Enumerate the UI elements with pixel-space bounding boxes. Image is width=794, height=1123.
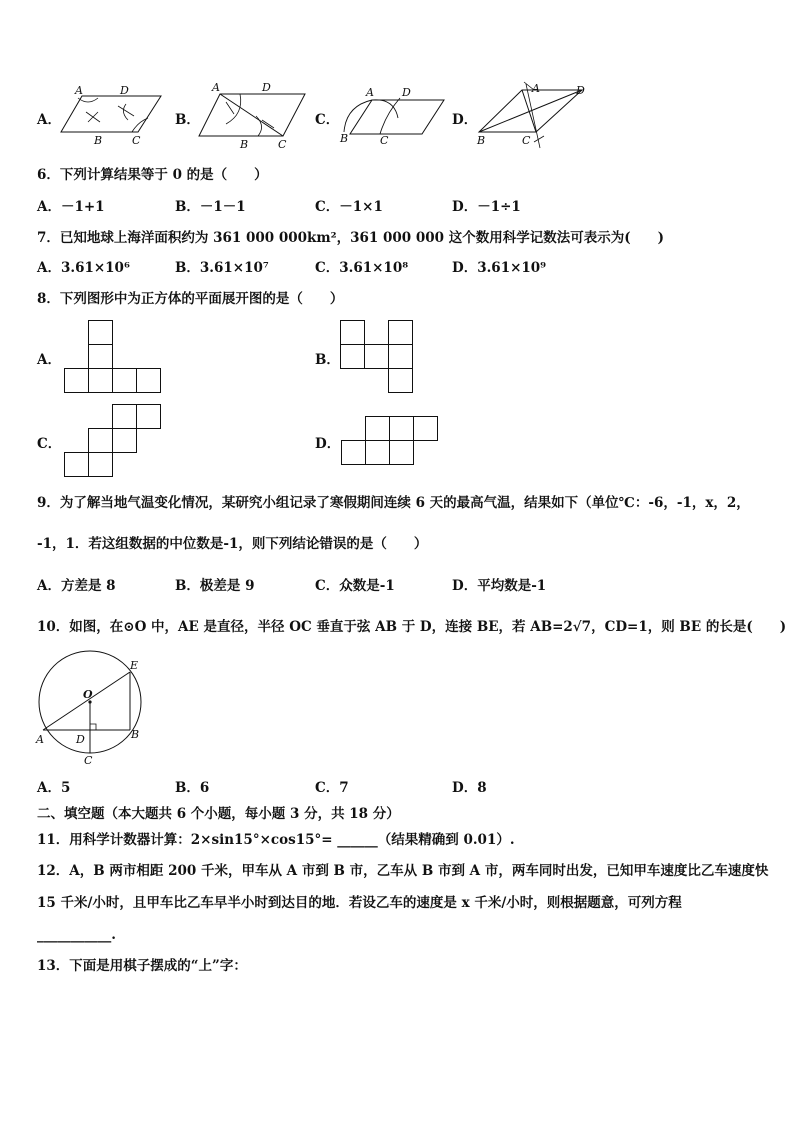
q5b-letter-d: D	[262, 81, 271, 94]
q8-option-d-label: D．	[315, 436, 341, 452]
q6-option-c: C．－1×1	[315, 199, 383, 215]
q8-option-b-label: B．	[315, 352, 340, 368]
q8-net-b	[340, 320, 416, 395]
q10-letter-a: A	[36, 733, 44, 746]
q5-option-b-label: B．	[175, 112, 200, 128]
q5-figure-d	[474, 80, 592, 150]
q5d-letter-b: B	[477, 134, 486, 147]
q9-option-a: A．方差是 8	[37, 578, 116, 594]
q8-option-a-label: A．	[37, 352, 61, 368]
q5-option-c-label: C．	[315, 112, 340, 128]
q12-answer-blank: ___________.	[37, 927, 116, 943]
q5a-letter-a: A	[75, 84, 83, 97]
q10-option-d: D．8	[452, 780, 487, 796]
q13-stem: 13．下面是用棋子摆成的“上”字：	[37, 958, 247, 974]
q10-letter-e: E	[130, 659, 139, 672]
q9-option-b: B．极差是 9	[175, 578, 255, 594]
q6-option-d: D．－1÷1	[452, 199, 521, 215]
q6-stem: 6．下列计算结果等于 0 的是（ ）	[37, 167, 268, 183]
q5-figure-b	[196, 78, 311, 150]
q9-option-c: C．众数是-1	[315, 578, 395, 594]
q11-stem: 11．用科学计数器计算：2×sin15°×cos15°= ______（结果精确到 0.01）.	[37, 832, 515, 848]
q6-option-b: B．－1－1	[175, 199, 246, 215]
q8-net-d	[341, 416, 441, 468]
q7-option-c: C．3.61×10⁸	[315, 260, 409, 276]
q8-net-a	[64, 320, 164, 395]
q5b-letter-c: C	[278, 138, 287, 151]
q10-option-b: B．6	[175, 780, 210, 796]
q9-stem-line2: -1，1．若这组数据的中位数是-1，则下列结论错误的是（ ）	[37, 536, 428, 552]
q10-stem: 10．如图，在⊙O 中，AE 是直径，半径 OC 垂直于弦 AB 于 D，连接 BE，若 AB=2√7，CD=1，则 BE 的长是( )	[37, 619, 787, 635]
q7-stem: 7．已知地球上海洋面积约为 361 000 000km²，361 000 000 这个数用科学记数法可表示为( )	[37, 230, 664, 246]
q5-option-a-label: A．	[37, 112, 61, 128]
q8-option-c-label: C．	[37, 436, 62, 452]
q5d-letter-d: D	[576, 84, 585, 97]
q5a-letter-b: B	[94, 134, 103, 147]
q5d-letter-a: A	[532, 82, 540, 95]
q10-option-a: A．5	[37, 780, 71, 796]
q5c-letter-d: D	[402, 86, 411, 99]
q5d-letter-c: C	[522, 134, 531, 147]
q9-stem-line1: 9．为了解当地气温变化情况，某研究小组记录了寒假期间连续 6 天的最高气温，结果如下（单位℃：-6，-1，x，2，	[37, 495, 750, 511]
q12-line2: 15 千米/小时，且甲车比乙车早半小时到达目的地．若设乙车的速度是 x 千米/小时，则根据题意，可列方程	[37, 895, 682, 911]
q7-option-d: D．3.61×10⁹	[452, 260, 547, 276]
q5a-letter-d: D	[120, 84, 129, 97]
q10-letter-b: B	[131, 728, 140, 741]
q5c-letter-b: B	[340, 132, 349, 145]
q5a-letter-c: C	[132, 134, 141, 147]
q10-letter-d: D	[76, 733, 85, 746]
q5-option-d-label: D．	[452, 112, 478, 128]
q5-figure-c	[336, 84, 446, 146]
q5b-letter-a: A	[212, 81, 220, 94]
q9-option-d: D．平均数是-1	[452, 578, 547, 594]
q5-figure-a	[58, 82, 168, 147]
section2-heading: 二、填空题（本大题共 6 个小题，每小题 3 分，共 18 分）	[37, 806, 400, 822]
q7-option-b: B．3.61×10⁷	[175, 260, 269, 276]
q10-circle-figure	[34, 656, 149, 768]
q5b-letter-b: B	[240, 138, 249, 151]
q12-line1: 12．A，B 两市相距 200 千米，甲车从 A 市到 B 市，乙车从 B 市到 A 市，两车同时出发，已知甲车速度比乙车速度快	[37, 863, 769, 879]
q8-stem: 8．下列图形中为正方体的平面展开图的是（ ）	[37, 291, 344, 307]
q10-option-c: C．7	[315, 780, 349, 796]
q6-option-a: A．－1+1	[37, 199, 105, 215]
q10-letter-o: O	[83, 688, 93, 701]
q8-net-c	[64, 404, 164, 479]
q5c-letter-a: A	[366, 86, 374, 99]
q7-option-a: A．3.61×10⁶	[37, 260, 130, 276]
q10-letter-c: C	[84, 754, 93, 767]
q5c-letter-c: C	[380, 134, 389, 147]
